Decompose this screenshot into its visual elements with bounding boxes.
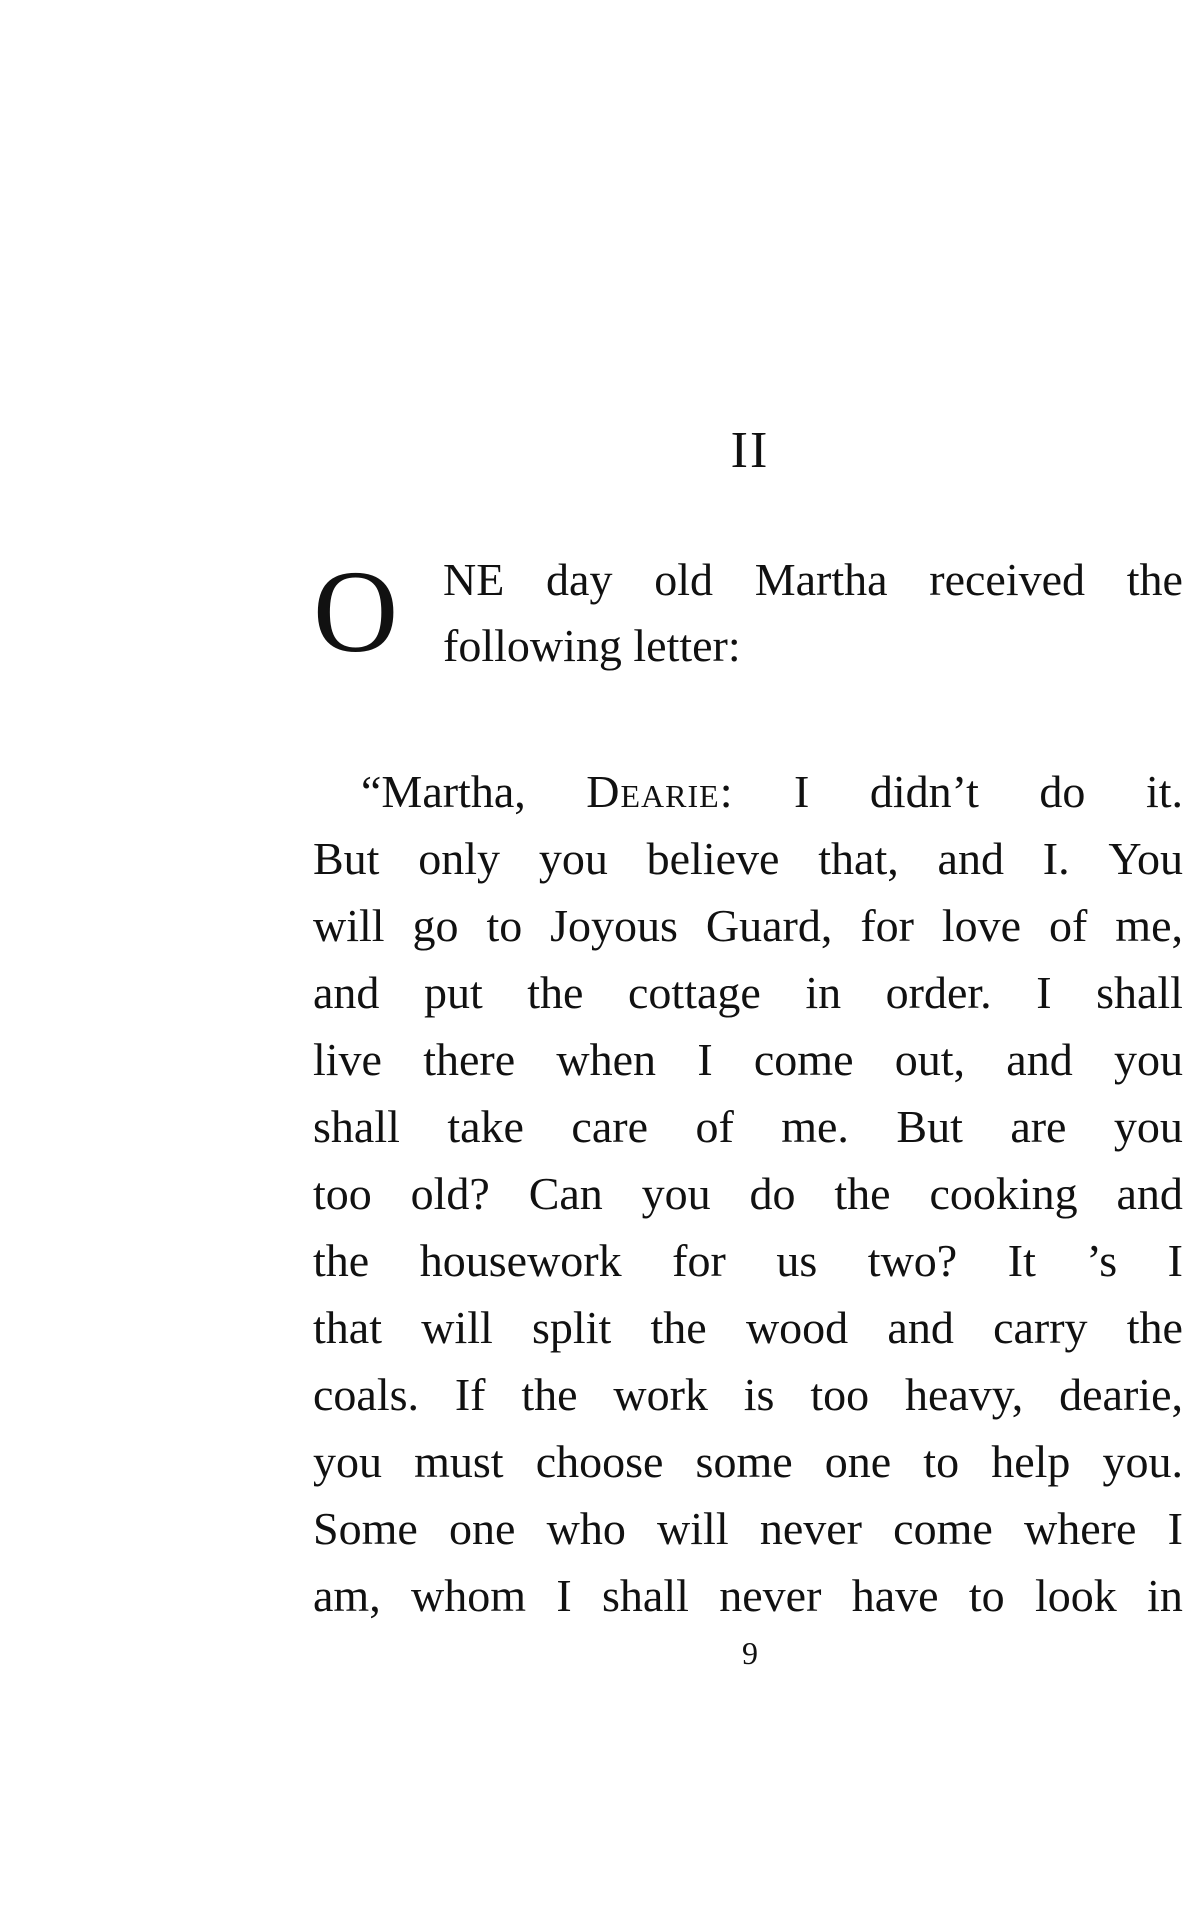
word: do — [1039, 766, 1086, 817]
word: never — [719, 1570, 822, 1621]
word: it. — [1145, 766, 1183, 817]
word: for — [672, 1235, 726, 1286]
word: where — [1024, 1503, 1137, 1554]
word: Dearie: — [586, 766, 734, 817]
word: live — [313, 1034, 382, 1085]
word: that — [313, 1302, 382, 1353]
word: I — [1167, 1503, 1183, 1554]
word: the — [521, 1369, 578, 1420]
word: housework — [419, 1235, 622, 1286]
word: the — [313, 1235, 370, 1286]
word: is — [743, 1369, 775, 1420]
word: care — [571, 1101, 648, 1152]
word: me. — [781, 1101, 849, 1152]
text-line — [313, 825, 1183, 892]
opening-paragraph — [313, 545, 1183, 685]
word: look — [1035, 1570, 1117, 1621]
text-line — [313, 1227, 1183, 1294]
word: believe — [646, 833, 780, 884]
word: cottage — [628, 967, 761, 1018]
text-line — [313, 1294, 1183, 1361]
word: and — [887, 1302, 954, 1353]
word: choose — [535, 1436, 664, 1487]
word: never — [759, 1503, 862, 1554]
drop-cap: O — [313, 546, 399, 677]
word: to — [968, 1570, 1005, 1621]
word: carry — [993, 1302, 1088, 1353]
word: me, — [1115, 900, 1183, 951]
text-line — [313, 1093, 1183, 1160]
word: to — [486, 900, 523, 951]
word: coals. — [313, 1369, 420, 1420]
word: you — [641, 1168, 711, 1219]
word: am, — [313, 1570, 381, 1621]
word: too — [810, 1369, 870, 1420]
word: and — [937, 833, 1004, 884]
word: are — [1010, 1101, 1067, 1152]
text-line — [313, 1026, 1183, 1093]
text-line — [313, 892, 1183, 959]
word: two? — [867, 1235, 958, 1286]
word: in — [805, 967, 842, 1018]
word: shall — [1096, 967, 1183, 1018]
text-line — [313, 1428, 1183, 1495]
word: didn’t — [869, 766, 979, 817]
word: must — [414, 1436, 504, 1487]
word: out, — [894, 1034, 966, 1085]
word: I — [1036, 967, 1052, 1018]
word: shall — [602, 1570, 689, 1621]
word: put — [423, 967, 483, 1018]
word: dearie, — [1059, 1369, 1183, 1420]
word: do — [749, 1168, 796, 1219]
word: who — [546, 1503, 626, 1554]
word: If — [454, 1369, 486, 1420]
text-line — [313, 1495, 1183, 1562]
word: It — [1007, 1235, 1036, 1286]
word: have — [851, 1570, 939, 1621]
word: wood — [745, 1302, 849, 1353]
opening-word: day — [546, 554, 613, 605]
word: will — [313, 900, 385, 951]
word: the — [834, 1168, 891, 1219]
word: order. — [885, 967, 992, 1018]
word: and — [1116, 1168, 1183, 1219]
word: whom — [411, 1570, 527, 1621]
word: and — [313, 967, 380, 1018]
word: “Martha, — [361, 766, 526, 817]
word: heavy, — [904, 1369, 1024, 1420]
word: of — [1049, 900, 1088, 951]
word: of — [695, 1101, 734, 1152]
word: Guard, — [705, 900, 833, 951]
word: Some — [313, 1503, 418, 1554]
word: You — [1108, 833, 1183, 884]
word: love — [941, 900, 1022, 951]
opening-word: received — [929, 554, 1086, 605]
word: old? — [410, 1168, 490, 1219]
word: when — [556, 1034, 657, 1085]
word: to — [923, 1436, 960, 1487]
word: will — [421, 1302, 493, 1353]
opening-word: old — [654, 554, 713, 605]
word: one — [824, 1436, 892, 1487]
word: the — [650, 1302, 707, 1353]
word: Joyous — [550, 900, 678, 951]
word: come — [753, 1034, 854, 1085]
text-line — [313, 1562, 1183, 1629]
word: you — [1113, 1101, 1183, 1152]
word: I. — [1042, 833, 1070, 884]
word: I — [556, 1570, 572, 1621]
word: the — [1126, 1302, 1183, 1353]
word: will — [657, 1503, 729, 1554]
opening-line-1 — [443, 554, 1183, 605]
word: work — [613, 1369, 708, 1420]
word: But — [896, 1101, 963, 1152]
word: you. — [1102, 1436, 1183, 1487]
word: some — [695, 1436, 793, 1487]
word: I — [1167, 1235, 1183, 1286]
opening-word: NE — [443, 554, 505, 605]
word: shall — [313, 1101, 400, 1152]
word: the — [527, 967, 584, 1018]
text-line — [313, 758, 1183, 825]
word: and — [1006, 1034, 1073, 1085]
word: only — [418, 833, 501, 884]
text-line — [313, 1361, 1183, 1428]
chapter-number: II — [730, 422, 770, 479]
word: split — [532, 1302, 612, 1353]
word: come — [893, 1503, 993, 1554]
letter-text — [313, 758, 1183, 1629]
word: I — [697, 1034, 713, 1085]
word: But — [313, 833, 380, 884]
word: in — [1147, 1570, 1183, 1621]
word: take — [447, 1101, 524, 1152]
word: help — [991, 1436, 1071, 1487]
word: I — [794, 766, 810, 817]
page-number: 9 — [742, 1635, 758, 1671]
word: that, — [818, 833, 899, 884]
word: cooking — [929, 1168, 1078, 1219]
word: ’s — [1086, 1235, 1118, 1286]
text-line — [313, 1160, 1183, 1227]
word: one — [448, 1503, 516, 1554]
opening-line-2: following letter: — [443, 620, 741, 671]
word: you — [538, 833, 608, 884]
word: too — [313, 1168, 372, 1219]
text-line — [313, 959, 1183, 1026]
opening-word: the — [1126, 554, 1183, 605]
word: you — [313, 1436, 382, 1487]
word: for — [860, 900, 914, 951]
word: you — [1113, 1034, 1183, 1085]
word: there — [423, 1034, 516, 1085]
word: Can — [528, 1168, 603, 1219]
word: go — [412, 900, 459, 951]
word: us — [776, 1235, 818, 1286]
opening-word: Martha — [754, 554, 888, 605]
